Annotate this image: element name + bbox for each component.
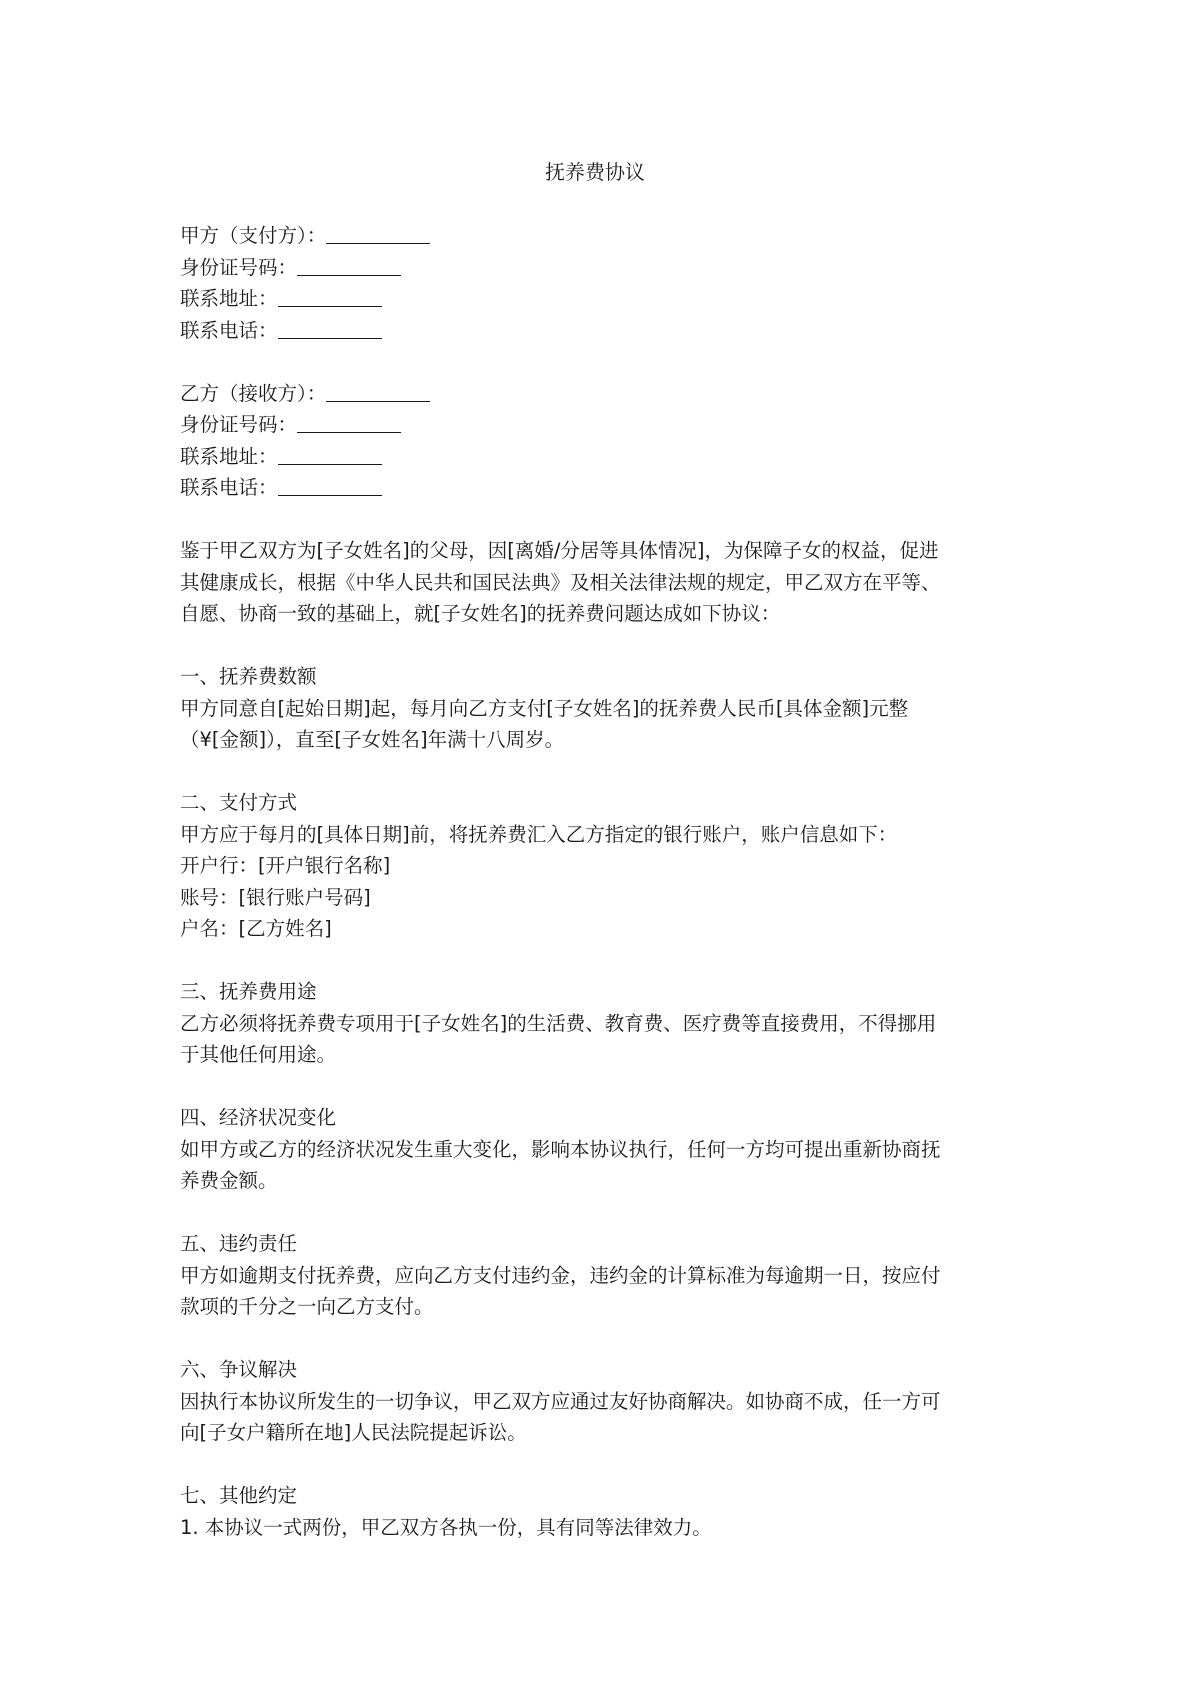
- section-heading: 七、其他约定: [180, 1484, 298, 1507]
- party-b-block: [180, 378, 1010, 504]
- party-a-name-blank: [326, 223, 430, 244]
- preamble-line: 鉴于甲乙双方为[子女姓名]的父母，因[离婚/分居等具体情况]，为保障子女的权益，促进: [180, 539, 939, 562]
- party-a-name-label: 甲方（支付方）：: [180, 224, 327, 247]
- preamble-line: 自愿、协商一致的基础上，就[子女姓名]的抚养费问题达成如下协议：: [180, 602, 781, 625]
- preamble: [180, 535, 1010, 630]
- section-line: 甲方应于每月的[具体日期]前，将抚养费汇入乙方指定的银行账户，账户信息如下：: [180, 822, 898, 846]
- party-a-phone-label: 联系电话：: [180, 318, 278, 342]
- party-b-phone-blank: [278, 475, 382, 496]
- section-6: [180, 1354, 1010, 1449]
- section-line: 于其他任何用途。: [180, 1043, 337, 1066]
- section-5: [180, 1228, 1010, 1323]
- party-b-name-blank: [326, 381, 430, 402]
- section-line: 账号：[银行账户号码]: [180, 885, 371, 909]
- section-heading: 二、支付方式: [180, 791, 298, 814]
- document-body: [180, 220, 1010, 1543]
- section-line: 开户行：[开户银行名称]: [180, 854, 391, 877]
- party-a-address-blank: [278, 286, 382, 307]
- party-b-id-blank: [297, 412, 401, 433]
- section-heading: 四、经济状况变化: [180, 1106, 337, 1129]
- party-a-id-label: 身份证号码：: [180, 255, 298, 279]
- section-line: 1. 本协议一式两份，甲乙双方各执一份，具有同等法律效力。: [180, 1515, 712, 1539]
- section-heading: 五、违约责任: [180, 1232, 298, 1255]
- party-b-phone-label: 联系电话：: [180, 476, 278, 499]
- section-heading: 一、抚养费数额: [180, 665, 317, 688]
- section-line: （¥[金额]），直至[子女姓名]年满十八周岁。: [180, 728, 565, 751]
- section-heading: 三、抚养费用途: [180, 980, 317, 1003]
- party-a-block: [180, 220, 1010, 346]
- section-2: [180, 787, 1010, 945]
- section-line: 乙方必须将抚养费专项用于[子女姓名]的生活费、教育费、医疗费等直接费用，不得挪用: [180, 1011, 937, 1035]
- section-line: 甲方如逾期支付抚养费，应向乙方支付违约金，违约金的计算标准为每逾期一日，按应付: [180, 1263, 941, 1287]
- section-line: 向[子女户籍所在地]人民法院提起诉讼。: [180, 1421, 527, 1444]
- section-1: [180, 661, 1010, 756]
- party-b-name-label: 乙方（接收方）：: [180, 381, 327, 405]
- section-line: 养费金额。: [180, 1169, 278, 1192]
- party-b-address-blank: [278, 444, 382, 465]
- document-title: 抚养费协议: [545, 160, 645, 184]
- section-3: [180, 976, 1010, 1071]
- preamble-line: 其健康成长，根据《中华人民共和国民法典》及相关法律法规的规定，甲乙双方在平等、: [180, 570, 941, 594]
- party-a-id-blank: [297, 255, 401, 276]
- party-a-address-label: 联系地址：: [180, 287, 278, 310]
- section-7: [180, 1480, 1010, 1543]
- party-b-id-label: 身份证号码：: [180, 413, 298, 436]
- section-4: [180, 1102, 1010, 1197]
- section-line: 甲方同意自[起始日期]起，每月向乙方支付[子女姓名]的抚养费人民币[具体金额]元整: [180, 696, 909, 720]
- section-line: 因执行本协议所发生的一切争议，甲乙双方应通过友好协商解决。如协商不成，任一方可: [180, 1389, 941, 1413]
- section-line: 款项的千分之一向乙方支付。: [180, 1295, 434, 1318]
- section-heading: 六、争议解决: [180, 1358, 298, 1381]
- section-line: 如甲方或乙方的经济状况发生重大变化，影响本协议执行，任何一方均可提出重新协商抚: [180, 1137, 941, 1161]
- party-b-address-label: 联系地址：: [180, 444, 278, 468]
- section-line: 户名：[乙方姓名]: [180, 917, 332, 940]
- party-a-phone-blank: [278, 318, 382, 339]
